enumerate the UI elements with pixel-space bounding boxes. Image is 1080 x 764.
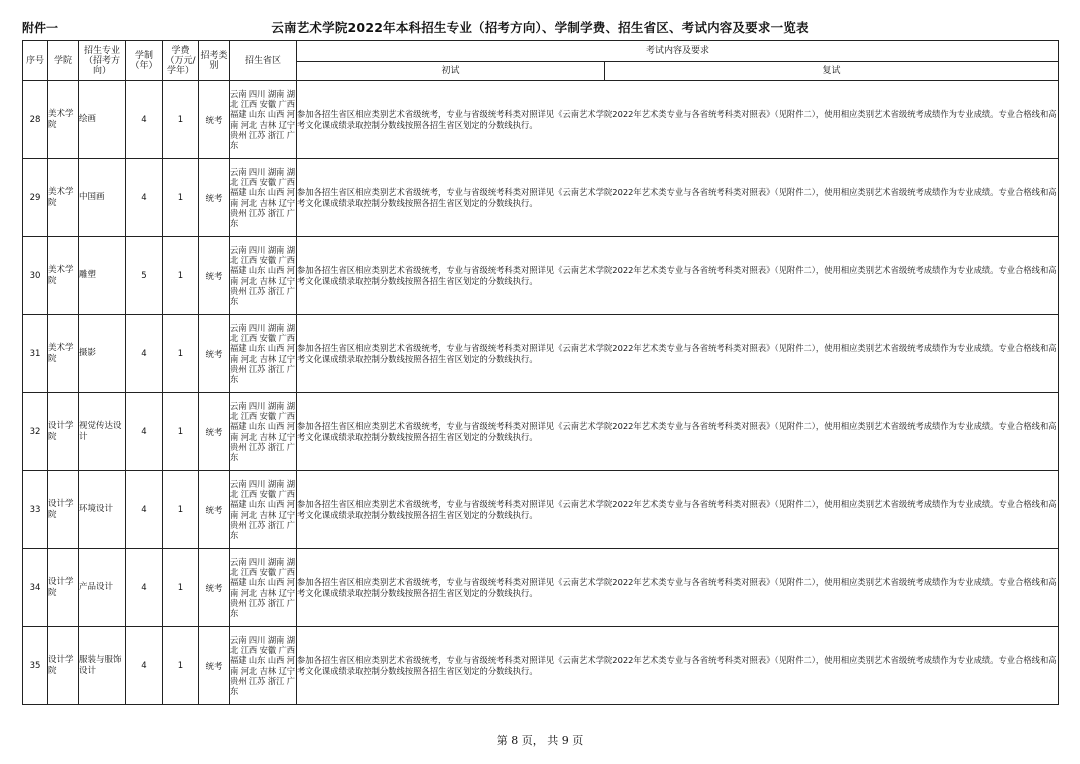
row-duration: 4	[126, 549, 163, 627]
row-exam-type: 统考	[199, 393, 230, 471]
row-exam-type: 统考	[199, 627, 230, 705]
col-provinces-header: 招生省区	[230, 41, 297, 81]
row-major: 服装与服饰设计	[79, 627, 126, 705]
col-major-header: 招生专业（招考方向）	[79, 41, 126, 81]
col-exam-type-header: 招考类别	[199, 41, 230, 81]
row-college: 设计学院	[48, 549, 79, 627]
row-index: 34	[23, 549, 48, 627]
row-index: 35	[23, 627, 48, 705]
row-provinces: 云南 四川 湖南 湖北 江西 安徽 广西 福建 山东 山西 河南 河北 吉林 辽宁 贵州 江苏 浙江 广东	[230, 549, 297, 627]
col-exam-content-header: 考试内容及要求	[297, 41, 1059, 62]
row-requirement: 参加各招生省区相应类别艺术省级统考，专业与省级统考科类对照详见《云南艺术学院2022年艺术类专业与各省统考科类对照表》（见附件二），使用相应类别艺术省级统考成绩作为专业成绩。专业合格线和高考文化课成绩录取控制分数线按照各招生省区划定的分数线执行。	[297, 471, 1059, 549]
table-row	[23, 549, 1059, 627]
header-row	[23, 41, 1059, 62]
row-provinces: 云南 四川 湖南 湖北 江西 安徽 广西 福建 山东 山西 河南 河北 吉林 辽宁 贵州 江苏 浙江 广东	[230, 81, 297, 159]
row-duration: 4	[126, 81, 163, 159]
row-major: 环境设计	[79, 471, 126, 549]
table-row	[23, 159, 1059, 237]
row-exam-type: 统考	[199, 237, 230, 315]
row-college: 设计学院	[48, 393, 79, 471]
row-college: 设计学院	[48, 627, 79, 705]
row-requirement: 参加各招生省区相应类别艺术省级统考，专业与省级统考科类对照详见《云南艺术学院2022年艺术类专业与各省统考科类对照表》（见附件二），使用相应类别艺术省级统考成绩作为专业成绩。专业合格线和高考文化课成绩录取控制分数线按照各招生省区划定的分数线执行。	[297, 549, 1059, 627]
col-college-header: 学院	[48, 41, 79, 81]
table-row	[23, 315, 1059, 393]
row-requirement: 参加各招生省区相应类别艺术省级统考，专业与省级统考科类对照详见《云南艺术学院2022年艺术类专业与各省统考科类对照表》（见附件二），使用相应类别艺术省级统考成绩作为专业成绩。专业合格线和高考文化课成绩录取控制分数线按照各招生省区划定的分数线执行。	[297, 627, 1059, 705]
col-preliminary-header: 初试	[297, 62, 605, 81]
row-exam-type: 统考	[199, 159, 230, 237]
row-tuition: 1	[163, 159, 199, 237]
row-tuition: 1	[163, 627, 199, 705]
table-row	[23, 627, 1059, 705]
col-duration-header: 学制（年）	[126, 41, 163, 81]
row-exam-type: 统考	[199, 81, 230, 159]
row-college: 美术学院	[48, 315, 79, 393]
row-index: 32	[23, 393, 48, 471]
row-tuition: 1	[163, 393, 199, 471]
row-duration: 4	[126, 315, 163, 393]
row-duration: 4	[126, 159, 163, 237]
row-tuition: 1	[163, 315, 199, 393]
row-tuition: 1	[163, 471, 199, 549]
row-college: 美术学院	[48, 237, 79, 315]
row-index: 30	[23, 237, 48, 315]
row-major: 视觉传达设计	[79, 393, 126, 471]
attachment-label: 附件一	[22, 21, 59, 35]
row-index: 33	[23, 471, 48, 549]
row-requirement: 参加各招生省区相应类别艺术省级统考，专业与省级统考科类对照详见《云南艺术学院2022年艺术类专业与各省统考科类对照表》（见附件二），使用相应类别艺术省级统考成绩作为专业成绩。专业合格线和高考文化课成绩录取控制分数线按照各招生省区划定的分数线执行。	[297, 81, 1059, 159]
col-retest-header: 复试	[605, 62, 1059, 81]
row-tuition: 1	[163, 237, 199, 315]
row-major: 绘画	[79, 81, 126, 159]
page-number: 第 8 页， 共 9 页	[496, 734, 584, 747]
row-requirement: 参加各招生省区相应类别艺术省级统考，专业与省级统考科类对照详见《云南艺术学院2022年艺术类专业与各省统考科类对照表》（见附件二），使用相应类别艺术省级统考成绩作为专业成绩。专业合格线和高考文化课成绩录取控制分数线按照各招生省区划定的分数线执行。	[297, 159, 1059, 237]
row-provinces: 云南 四川 湖南 湖北 江西 安徽 广西 福建 山东 山西 河南 河北 吉林 辽宁 贵州 江苏 浙江 广东	[230, 315, 297, 393]
page-title: 云南艺术学院2022年本科招生专业（招考方向）、学制学费、招生省区、考试内容及要求一览表	[271, 20, 809, 35]
row-requirement: 参加各招生省区相应类别艺术省级统考，专业与省级统考科类对照详见《云南艺术学院2022年艺术类专业与各省统考科类对照表》（见附件二），使用相应类别艺术省级统考成绩作为专业成绩。专业合格线和高考文化课成绩录取控制分数线按照各招生省区划定的分数线执行。	[297, 315, 1059, 393]
row-tuition: 1	[163, 549, 199, 627]
row-index: 28	[23, 81, 48, 159]
table-row	[23, 393, 1059, 471]
row-duration: 5	[126, 237, 163, 315]
col-tuition-header: 学费（万元/学年）	[163, 41, 199, 81]
row-tuition: 1	[163, 81, 199, 159]
row-provinces: 云南 四川 湖南 湖北 江西 安徽 广西 福建 山东 山西 河南 河北 吉林 辽宁 贵州 江苏 浙江 广东	[230, 471, 297, 549]
row-exam-type: 统考	[199, 549, 230, 627]
row-college: 美术学院	[48, 81, 79, 159]
row-duration: 4	[126, 627, 163, 705]
row-duration: 4	[126, 393, 163, 471]
row-provinces: 云南 四川 湖南 湖北 江西 安徽 广西 福建 山东 山西 河南 河北 吉林 辽宁 贵州 江苏 浙江 广东	[230, 393, 297, 471]
row-exam-type: 统考	[199, 471, 230, 549]
col-index-header: 序号	[23, 41, 48, 81]
admissions-table	[22, 40, 1059, 705]
table-row	[23, 81, 1059, 159]
row-exam-type: 统考	[199, 315, 230, 393]
table-row	[23, 471, 1059, 549]
row-college: 美术学院	[48, 159, 79, 237]
row-requirement: 参加各招生省区相应类别艺术省级统考，专业与省级统考科类对照详见《云南艺术学院2022年艺术类专业与各省统考科类对照表》（见附件二），使用相应类别艺术省级统考成绩作为专业成绩。专业合格线和高考文化课成绩录取控制分数线按照各招生省区划定的分数线执行。	[297, 393, 1059, 471]
row-major: 中国画	[79, 159, 126, 237]
row-major: 雕塑	[79, 237, 126, 315]
row-provinces: 云南 四川 湖南 湖北 江西 安徽 广西 福建 山东 山西 河南 河北 吉林 辽宁 贵州 江苏 浙江 广东	[230, 627, 297, 705]
table-row	[23, 237, 1059, 315]
row-college: 设计学院	[48, 471, 79, 549]
row-provinces: 云南 四川 湖南 湖北 江西 安徽 广西 福建 山东 山西 河南 河北 吉林 辽宁 贵州 江苏 浙江 广东	[230, 159, 297, 237]
row-requirement: 参加各招生省区相应类别艺术省级统考，专业与省级统考科类对照详见《云南艺术学院2022年艺术类专业与各省统考科类对照表》（见附件二），使用相应类别艺术省级统考成绩作为专业成绩。专业合格线和高考文化课成绩录取控制分数线按照各招生省区划定的分数线执行。	[297, 237, 1059, 315]
row-major: 产品设计	[79, 549, 126, 627]
row-duration: 4	[126, 471, 163, 549]
row-index: 29	[23, 159, 48, 237]
row-major: 摄影	[79, 315, 126, 393]
row-provinces: 云南 四川 湖南 湖北 江西 安徽 广西 福建 山东 山西 河南 河北 吉林 辽宁 贵州 江苏 浙江 广东	[230, 237, 297, 315]
row-index: 31	[23, 315, 48, 393]
